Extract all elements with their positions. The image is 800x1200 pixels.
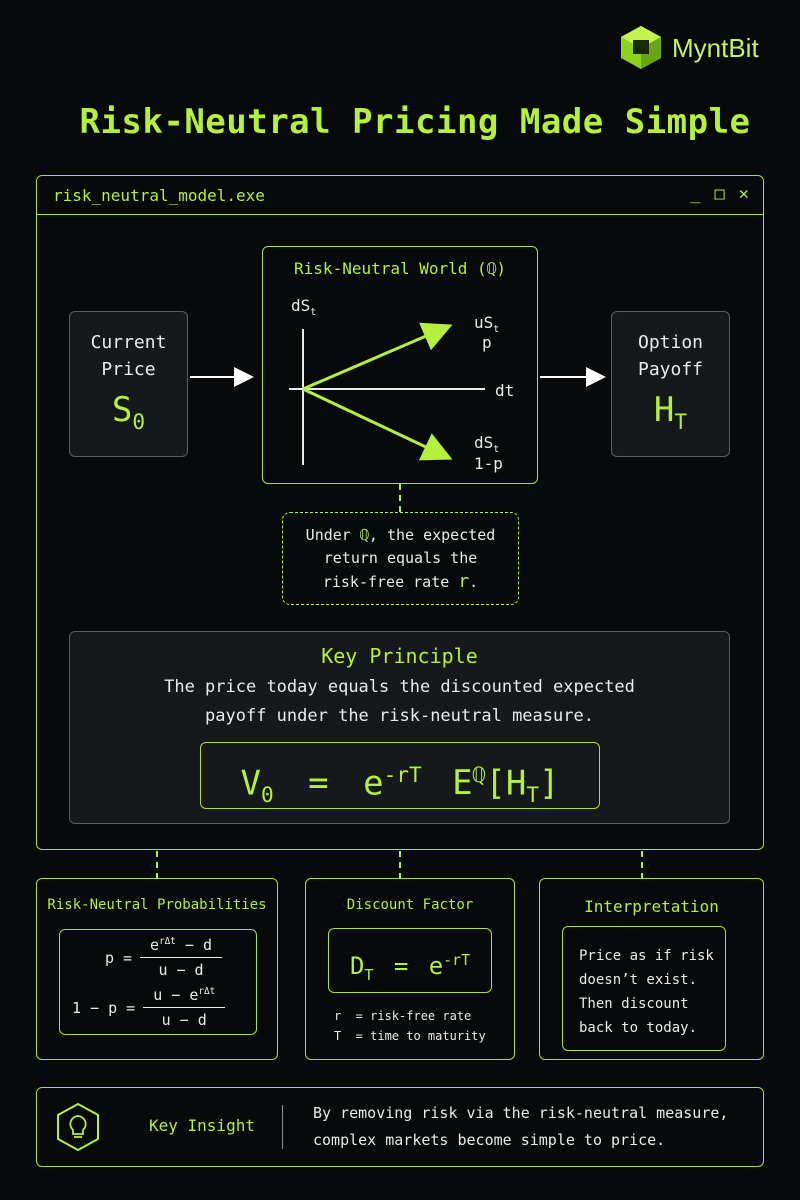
brand-name: MyntBit xyxy=(672,33,759,63)
key-insight-bar xyxy=(36,1087,764,1167)
window-title: risk_neutral_model.exe xyxy=(53,186,265,205)
option-payoff-box xyxy=(611,311,730,457)
discount-e: e xyxy=(428,952,444,980)
key-principle-box xyxy=(69,631,730,824)
brand-logo xyxy=(618,24,778,70)
q-num-head: u − e xyxy=(153,986,199,1004)
note-text-1a: Under xyxy=(305,526,360,544)
current-price-box xyxy=(69,311,188,457)
measure-note xyxy=(282,512,519,605)
discount-exp: -rT xyxy=(443,951,471,969)
up-branch xyxy=(303,327,447,389)
formula-eq: = xyxy=(308,763,329,804)
q-label: 1 − p = xyxy=(72,998,136,1017)
down-state-label: dS xyxy=(474,433,494,452)
y-axis-subscript: t xyxy=(310,307,317,319)
cube-logo-icon xyxy=(618,24,664,70)
key-principle-title: Key Principle xyxy=(321,644,478,668)
discount-formula xyxy=(328,928,492,993)
key-insight-label: Key Insight xyxy=(149,1116,255,1135)
page-title: Risk-Neutral Pricing Made Simple xyxy=(79,102,751,142)
interp-line-4: back to today. xyxy=(579,1020,698,1036)
lightbulb-icon xyxy=(55,1102,101,1152)
q-num-exp: rΔt xyxy=(198,986,216,997)
down-branch xyxy=(303,389,447,457)
current-price-label-1: Current xyxy=(90,332,167,353)
pricing-formula xyxy=(200,742,600,809)
option-payoff-label-1: Option xyxy=(637,332,704,353)
interpretation-title: Interpretation xyxy=(584,897,719,916)
note-text-1b: , the expected xyxy=(368,526,496,544)
up-probability: p xyxy=(482,333,492,352)
discount-legend-1: r = risk-free rate xyxy=(334,1009,472,1023)
q-den: u − d xyxy=(161,1011,207,1029)
x-axis-label: dt xyxy=(495,381,515,400)
p-num-base: e xyxy=(150,936,160,954)
p-num-exp: rΔt xyxy=(159,936,176,947)
world-title: Risk-Neutral World (ℚ) xyxy=(294,259,506,278)
note-r-symbol: r xyxy=(458,571,470,592)
y-axis-label: dS xyxy=(291,296,311,315)
interpretation-box xyxy=(562,926,726,1051)
note-text-2: return equals the xyxy=(323,549,478,567)
p-num-tail: − d xyxy=(175,936,212,954)
option-payoff-subscript: T xyxy=(674,408,688,434)
p-den: u − d xyxy=(158,961,204,979)
formula-lhs-sub: 0 xyxy=(260,782,274,808)
note-text-3a: risk-free rate xyxy=(322,573,459,591)
discount-card xyxy=(305,878,515,1060)
discount-D: D xyxy=(349,952,365,980)
up-state-subscript: t xyxy=(493,324,500,336)
probabilities-formulas xyxy=(59,929,257,1035)
interpretation-card xyxy=(539,878,764,1060)
interp-line-3: Then discount xyxy=(579,996,689,1012)
note-text-3b: . xyxy=(469,573,479,591)
discount-title: Discount Factor xyxy=(346,897,474,913)
discount-eq: = xyxy=(393,952,409,980)
interp-line-2: doesn’t exist. xyxy=(579,972,698,988)
formula-e: e xyxy=(363,763,384,804)
option-payoff-label-2: Payoff xyxy=(637,359,704,380)
key-principle-line-1: The price today equals the discounted expected xyxy=(164,677,635,697)
note-q-symbol: ℚ xyxy=(359,526,369,544)
formula-H: H xyxy=(505,763,527,804)
risk-neutral-world xyxy=(262,246,538,484)
maximize-button[interactable]: □ xyxy=(714,184,725,204)
probabilities-card xyxy=(36,878,278,1060)
discount-D-sub: T xyxy=(364,965,374,984)
discount-legend-2: T = time to maturity xyxy=(334,1029,486,1043)
formula-E-sup: ℚ xyxy=(472,762,486,787)
insight-divider xyxy=(282,1105,283,1149)
down-state-subscript: t xyxy=(493,444,500,456)
formula-H-sub: T xyxy=(526,782,540,808)
formula-lhs: V xyxy=(240,763,261,804)
probabilities-title: Risk-Neutral Probabilities xyxy=(47,897,267,913)
up-state-label: uS xyxy=(474,313,494,332)
down-probability: 1-p xyxy=(474,454,503,473)
current-price-subscript: 0 xyxy=(132,408,146,434)
interp-line-1: Price as if risk xyxy=(579,948,714,964)
formula-close: ] xyxy=(539,763,560,804)
close-button[interactable]: ✕ xyxy=(738,184,749,204)
option-payoff-symbol: H xyxy=(653,390,675,430)
insight-line-1: By removing risk via the risk-neutral measure, xyxy=(313,1104,729,1122)
formula-E: E xyxy=(452,763,473,804)
key-principle-line-2: payoff under the risk-neutral measure. xyxy=(205,706,594,726)
minimize-button[interactable]: _ xyxy=(690,184,701,204)
formula-exp: -rT xyxy=(383,762,422,787)
insight-line-2: complex markets become simple to price. xyxy=(313,1131,666,1149)
current-price-symbol: S xyxy=(111,390,133,430)
p-label: p = xyxy=(104,948,133,967)
current-price-label-2: Price xyxy=(101,359,156,380)
formula-open: [ xyxy=(485,763,506,804)
